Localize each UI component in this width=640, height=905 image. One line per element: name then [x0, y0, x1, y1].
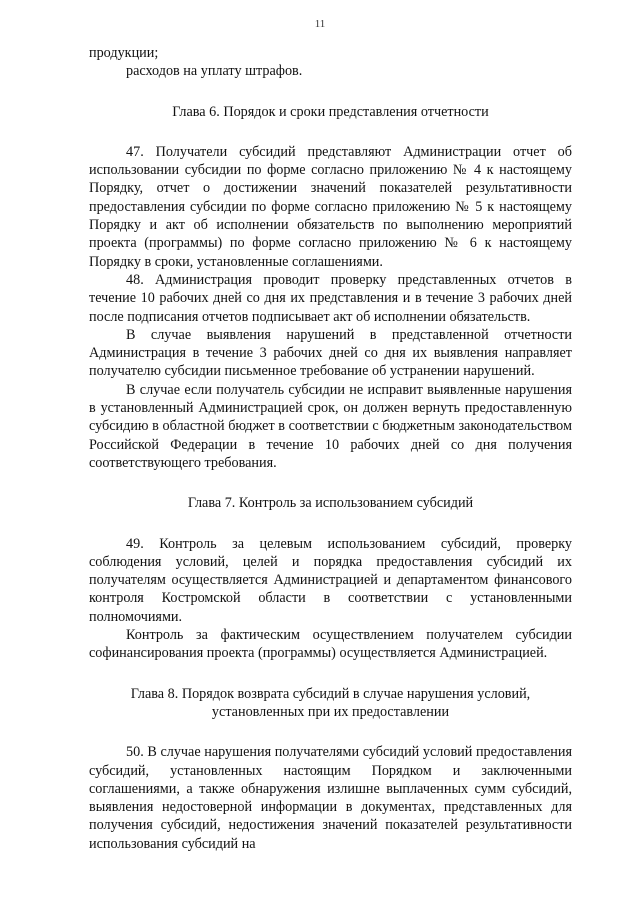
chapter-7-heading: Глава 7. Контроль за использованием субсидий — [187, 495, 474, 512]
chapter-8-heading-line2: установленных при их предоставлении — [211, 703, 450, 720]
paragraph-47: 47. Получатели субсидий представляют Администрации отчет об использовании субсидии по форме согласно приложению № 4 к настоящему Порядку, отчет о достижении значений показателей результативности предоставления субсидии по форме согласно приложению № 5 к настоящему Порядку и акт об исполнении обязательств по выполнению мероприятий проекта (программы) по форме согласно приложению № 6 к настоящему Порядку в сроки, установленные соглашениями. — [89, 143, 572, 270]
continuation-line: расходов на уплату штрафов. — [126, 63, 303, 80]
paragraph-49-cofinancing: Контроль за фактическим осуществлением получателем субсидии софинансирования проекта (программы) осуществляется Администрацией. — [89, 627, 572, 662]
page-number: 11 — [314, 18, 326, 30]
chapter-8-heading-line1: Глава 8. Порядок возврата субсидий в случае нарушения условий, — [130, 685, 531, 702]
chapter-6-heading: Глава 6. Порядок и сроки представления отчетности — [172, 103, 489, 120]
paragraph-49: 49. Контроль за целевым использованием субсидий, проверку соблюдения условий, целей и порядка предоставления субсидий их получателям осуществляется Администрацией и департаментом финансового контроля Костромской области в соответствии с установленными полномочиями. — [89, 535, 572, 625]
paragraph-50: 50. В случае нарушения получателями субсидий условий предоставления субсидий, установленных настоящим Порядком и заключенными соглашениями, а также обнаружения излишне выплаченных сумм субсидий, выявления недостоверной информации в документах, представленных для получения субсидий, недостижения значений показателей результативности использования субсидий на — [89, 744, 572, 852]
document-body — [89, 44, 572, 853]
paragraph-48-violations: В случае выявления нарушений в представленной отчетности Администрация в течение 3 рабочих дней со дня их выявления направляет получателю субсидии письменное требование об устранении нарушений. — [89, 326, 572, 380]
paragraph-48: 48. Администрация проводит проверку представленных отчетов в течение 10 рабочих дней со дня их представления и в течение 3 рабочих дней после подписания отчетов подписывает акт об исполнении обязательств. — [89, 271, 572, 325]
continuation-line: продукции; — [89, 45, 159, 61]
paragraph-48-refund: В случае если получатель субсидии не исправит выявленные нарушения в установленный Администрацией срок, он должен вернуть предоставленную субсидию в областной бюджет в соответствии с бюджетным законодательством Российской Федерации в течение 10 рабочих дней со дня получения соответствующего требования. — [89, 381, 572, 471]
